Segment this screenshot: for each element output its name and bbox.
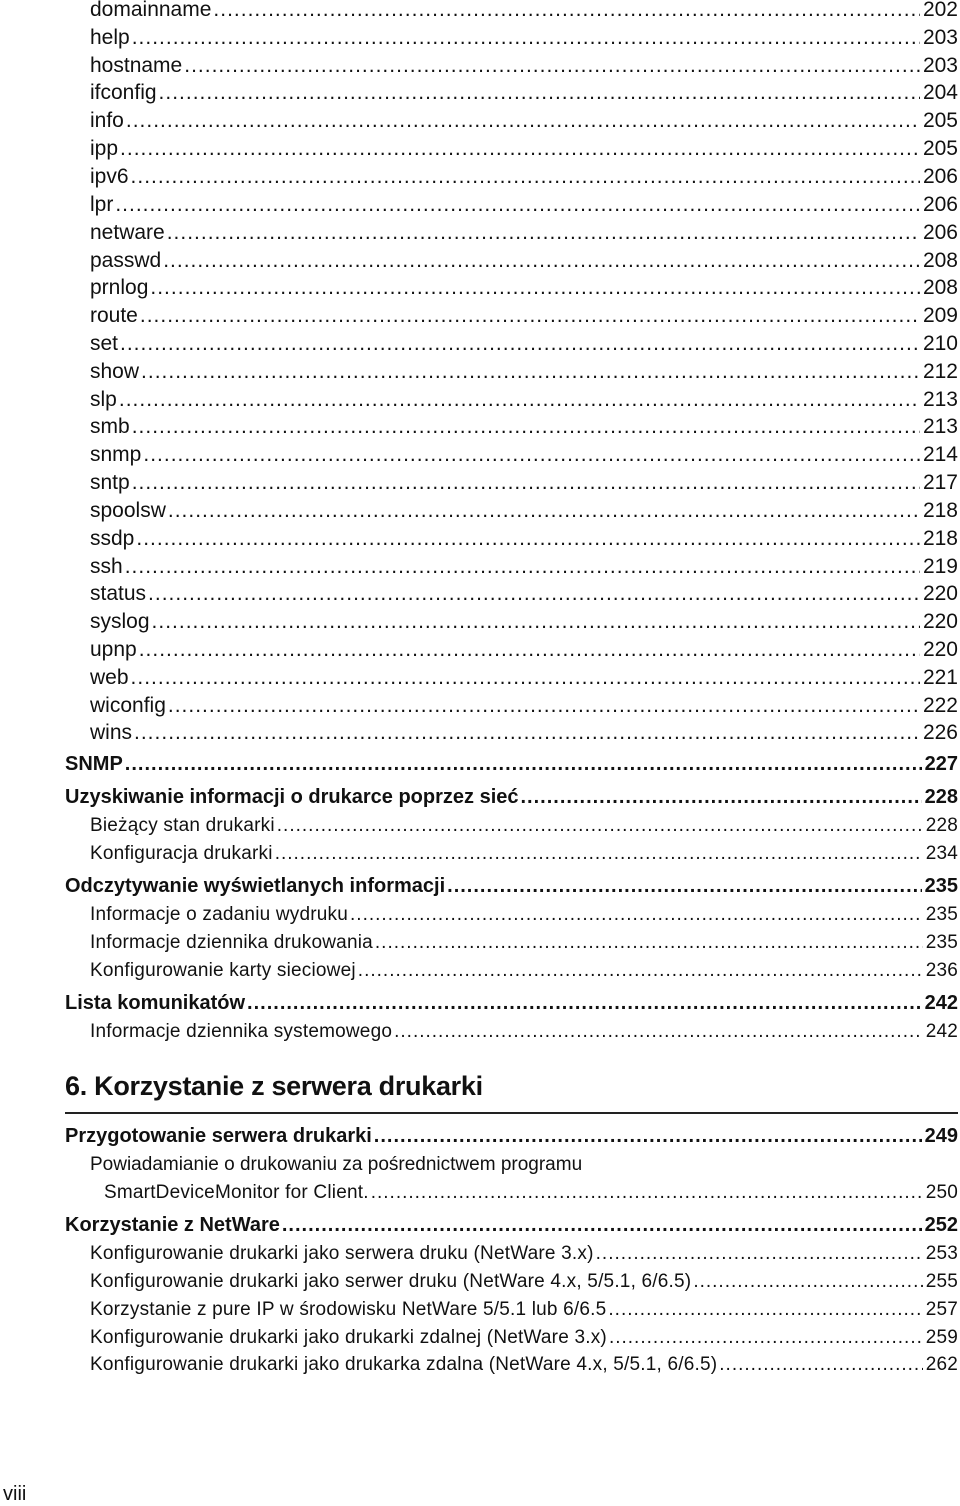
dot-leader — [125, 749, 922, 779]
toc-entry-title: Korzystanie z pure IP w środowisku NetWare 5/5.1 lub 6/6.5 — [90, 1299, 607, 1320]
toc-entry-page: 228 — [925, 815, 958, 836]
toc-entry-title: show — [90, 360, 140, 383]
toc-entry-title: Konfigurowanie drukarki jako serwer druku (NetWare 4.x, 5/5.1, 6/6.5) — [90, 1271, 692, 1292]
toc-entry-page: 205 — [922, 109, 958, 132]
toc-entry-title: prnlog — [90, 276, 149, 299]
toc-entry-page: 259 — [925, 1327, 958, 1348]
toc-entry[interactable] — [90, 412, 958, 442]
toc-entry-title: set — [90, 332, 119, 355]
toc-entry[interactable] — [90, 524, 958, 554]
toc-entry-title: ssdp — [90, 527, 135, 550]
toc-entry[interactable] — [90, 78, 958, 108]
toc-subsection-entry[interactable] — [90, 1267, 958, 1297]
toc-subsection-entry[interactable] — [104, 1178, 958, 1208]
toc-entry-page: 204 — [922, 81, 958, 104]
page-number: viii — [3, 1483, 27, 1505]
dot-leader — [159, 78, 920, 108]
toc-section-entry[interactable] — [65, 782, 958, 812]
dot-leader — [374, 1121, 922, 1151]
toc-entry-title: spoolsw — [90, 499, 166, 522]
dot-leader — [168, 496, 920, 526]
toc-entry-page: 257 — [925, 1299, 958, 1320]
toc-entry[interactable] — [90, 468, 958, 498]
toc-entry-page: 206 — [922, 221, 958, 244]
toc-entry-title: ssh — [90, 555, 123, 578]
toc-entry[interactable] — [90, 162, 958, 192]
toc-subsection-entry[interactable] — [90, 1323, 958, 1353]
toc-entry-page: 262 — [925, 1354, 958, 1375]
toc-entry-page: 234 — [925, 843, 958, 864]
toc-entry-title: netware — [90, 221, 165, 244]
toc-entry-page: 212 — [922, 360, 958, 383]
toc-entry-title: Konfigurowanie drukarki jako serwera druku (NetWare 3.x) — [90, 1243, 594, 1264]
dot-leader — [608, 1295, 922, 1325]
toc-entry-page: 217 — [922, 471, 958, 494]
dot-leader — [141, 357, 920, 387]
toc-entry[interactable] — [90, 718, 958, 748]
toc-entry-page: 206 — [922, 165, 958, 188]
toc-entry-title: Bieżący stan drukarki — [90, 815, 275, 836]
toc-entry-page: 242 — [925, 1021, 958, 1042]
toc-entry-title: route — [90, 304, 138, 327]
dot-leader — [140, 301, 920, 331]
dot-leader — [213, 0, 920, 25]
toc-entry-title: wins — [90, 721, 133, 744]
toc-entry-page: 213 — [922, 388, 958, 411]
toc-entry[interactable] — [90, 691, 958, 721]
toc-entry-title: domainname — [90, 0, 212, 21]
toc-entry-page: 227 — [924, 753, 958, 775]
toc-section-entry[interactable] — [65, 749, 958, 779]
toc-entry[interactable] — [90, 218, 958, 248]
toc-entry-page: 228 — [924, 786, 958, 808]
dot-leader — [719, 1350, 922, 1380]
dot-leader — [375, 928, 923, 958]
toc-entry[interactable] — [90, 357, 958, 387]
toc-entry-page: 205 — [922, 137, 958, 160]
dot-leader — [125, 552, 920, 582]
toc-entry-title: sntp — [90, 471, 130, 494]
toc-entry-title: Konfigurowanie karty sieciowej — [90, 960, 356, 981]
toc-entry-page: 255 — [925, 1271, 958, 1292]
dot-leader — [358, 956, 923, 986]
toc-entry-title: info — [90, 109, 124, 132]
toc-entry-title: Lista komunikatów — [65, 992, 246, 1014]
toc-entry-title: Informacje o zadaniu wydruku — [90, 904, 349, 925]
toc-entry-title: ipv6 — [90, 165, 129, 188]
dot-leader — [136, 524, 920, 554]
toc-entry-page: 252 — [924, 1214, 958, 1236]
dot-leader — [609, 1323, 923, 1353]
toc-entry-page: 203 — [922, 54, 958, 77]
toc-entry-page: 202 — [922, 0, 958, 21]
dot-leader — [394, 1017, 923, 1047]
toc-section-entry[interactable] — [65, 1210, 958, 1240]
dot-leader — [131, 663, 920, 693]
toc-entry-page: 209 — [922, 304, 958, 327]
toc-entry-title: hostname — [90, 54, 183, 77]
toc-entry-title: snmp — [90, 443, 142, 466]
toc-entry[interactable] — [90, 0, 958, 25]
dot-leader — [275, 839, 923, 869]
toc-entry-title: web — [90, 666, 129, 689]
toc-entry-page: 210 — [922, 332, 958, 355]
dot-leader — [521, 782, 922, 812]
dot-leader — [120, 329, 920, 359]
toc-subsection-entry[interactable] — [90, 839, 958, 869]
toc-entry[interactable] — [90, 385, 958, 415]
toc-entry[interactable] — [90, 246, 958, 276]
dot-leader — [126, 106, 920, 136]
toc-entry[interactable] — [90, 552, 958, 582]
dot-leader — [152, 607, 920, 637]
dot-leader — [447, 871, 921, 901]
toc-entry-page: 218 — [922, 499, 958, 522]
dot-leader — [148, 579, 920, 609]
toc-entry-title: Konfigurowanie drukarki jako drukarki zdalnej (NetWare 3.x) — [90, 1327, 607, 1348]
dot-leader — [167, 218, 920, 248]
toc-entry-title: help — [90, 26, 130, 49]
toc-entry[interactable] — [90, 273, 958, 303]
toc-entry[interactable] — [90, 635, 958, 665]
toc-entry-page: 208 — [922, 276, 958, 299]
toc-section-entry[interactable] — [65, 988, 958, 1018]
toc-entry-page: 250 — [925, 1182, 958, 1203]
toc-subsection-entry[interactable] — [90, 1239, 958, 1269]
toc-entry-title: smb — [90, 415, 130, 438]
toc-entry-title: ipp — [90, 137, 119, 160]
toc-entry-title: lpr — [90, 193, 114, 216]
dot-leader — [119, 385, 920, 415]
toc-entry[interactable] — [90, 440, 958, 470]
toc-entry-multiline-first[interactable]: Powiadamianie o drukowaniu za pośrednictwem programu — [90, 1154, 583, 1175]
toc-subsection-entry[interactable] — [90, 1295, 958, 1325]
dot-leader — [277, 811, 923, 841]
toc-entry-title: SmartDeviceMonitor for Client. — [104, 1182, 369, 1203]
toc-entry-page: 235 — [925, 904, 958, 925]
dot-leader — [371, 1178, 923, 1208]
toc-entry-title: status — [90, 582, 147, 605]
dot-leader — [247, 988, 922, 1018]
toc-entry-title: Konfiguracja drukarki — [90, 843, 273, 864]
dot-leader — [150, 273, 920, 303]
toc-subsection-entry[interactable] — [90, 811, 958, 841]
toc-entry-page: 214 — [922, 443, 958, 466]
toc-entry-title: Konfigurowanie drukarki jako drukarka zdalna (NetWare 4.x, 5/5.1, 6/6.5) — [90, 1354, 718, 1375]
toc-entry-title: upnp — [90, 638, 137, 661]
dot-leader — [132, 23, 920, 53]
toc-entry[interactable] — [90, 301, 958, 331]
toc-entry-page: 222 — [922, 694, 958, 717]
dot-leader — [134, 718, 920, 748]
toc-entry-title: Odczytywanie wyświetlanych informacji — [65, 875, 446, 897]
chapter-heading[interactable]: 6. Korzystanie z serwera drukarki — [65, 1071, 483, 1101]
toc-entry-page: 203 — [922, 26, 958, 49]
dot-leader — [120, 134, 920, 164]
toc-entry-title: SNMP — [65, 753, 123, 775]
toc-entry-page: 253 — [925, 1243, 958, 1264]
toc-entry-title: Uzyskiwanie informacji o drukarce poprzez sieć — [65, 786, 519, 808]
toc-entry[interactable] — [90, 329, 958, 359]
toc-entry[interactable] — [90, 134, 958, 164]
toc-entry-page: 249 — [924, 1125, 958, 1147]
dot-leader — [132, 412, 920, 442]
toc-entry-page: 221 — [922, 666, 958, 689]
dot-leader — [596, 1239, 923, 1269]
dot-leader — [350, 900, 923, 930]
dot-leader — [693, 1267, 922, 1297]
toc-entry[interactable] — [90, 190, 958, 220]
toc-entry-title: Korzystanie z NetWare — [65, 1214, 280, 1236]
toc-entry-title: Przygotowanie serwera drukarki — [65, 1125, 372, 1147]
toc-entry-page: 220 — [922, 582, 958, 605]
toc-entry[interactable] — [90, 607, 958, 637]
toc-entry-page: 235 — [925, 932, 958, 953]
toc-entry[interactable] — [90, 23, 958, 53]
toc-entry-title: syslog — [90, 610, 150, 633]
dot-leader — [115, 190, 920, 220]
toc-entry-page: 226 — [922, 721, 958, 744]
toc-subsection-entry[interactable] — [90, 928, 958, 958]
dot-leader — [163, 246, 920, 276]
toc-entry-title: slp — [90, 388, 117, 411]
dot-leader — [132, 468, 920, 498]
toc-entry-page: 242 — [924, 992, 958, 1014]
toc-entry-title: ifconfig — [90, 81, 157, 104]
dot-leader — [131, 162, 920, 192]
dot-leader — [139, 635, 920, 665]
toc-entry-page: 220 — [922, 638, 958, 661]
toc-entry[interactable] — [90, 51, 958, 81]
toc-entry-page: 236 — [925, 960, 958, 981]
toc-entry-title: passwd — [90, 249, 162, 272]
toc-subsection-entry[interactable] — [90, 900, 958, 930]
toc-entry-title: wiconfig — [90, 694, 166, 717]
toc-entry-page: 208 — [922, 249, 958, 272]
toc-entry-page: 220 — [922, 610, 958, 633]
toc-entry-title: Informacje dziennika systemowego — [90, 1021, 393, 1042]
dot-leader — [168, 691, 920, 721]
toc-entry[interactable] — [90, 106, 958, 136]
toc-entry-page: 218 — [922, 527, 958, 550]
chapter-divider — [65, 1112, 958, 1114]
dot-leader — [143, 440, 920, 470]
dot-leader — [184, 51, 920, 81]
toc-entry-page: 213 — [922, 415, 958, 438]
toc-subsection-entry[interactable] — [90, 1350, 958, 1380]
toc-entry-page: 206 — [922, 193, 958, 216]
toc-entry-page: 219 — [922, 555, 958, 578]
toc-section-entry[interactable] — [65, 871, 958, 901]
dot-leader — [282, 1210, 922, 1240]
toc-subsection-entry[interactable] — [90, 1017, 958, 1047]
toc-entry-title: Informacje dziennika drukowania — [90, 932, 373, 953]
toc-section-entry[interactable] — [65, 1121, 958, 1151]
toc-entry-page: 235 — [924, 875, 958, 897]
toc-entry[interactable] — [90, 496, 958, 526]
toc-entry[interactable] — [90, 663, 958, 693]
toc-entry[interactable] — [90, 579, 958, 609]
toc-subsection-entry[interactable] — [90, 956, 958, 986]
